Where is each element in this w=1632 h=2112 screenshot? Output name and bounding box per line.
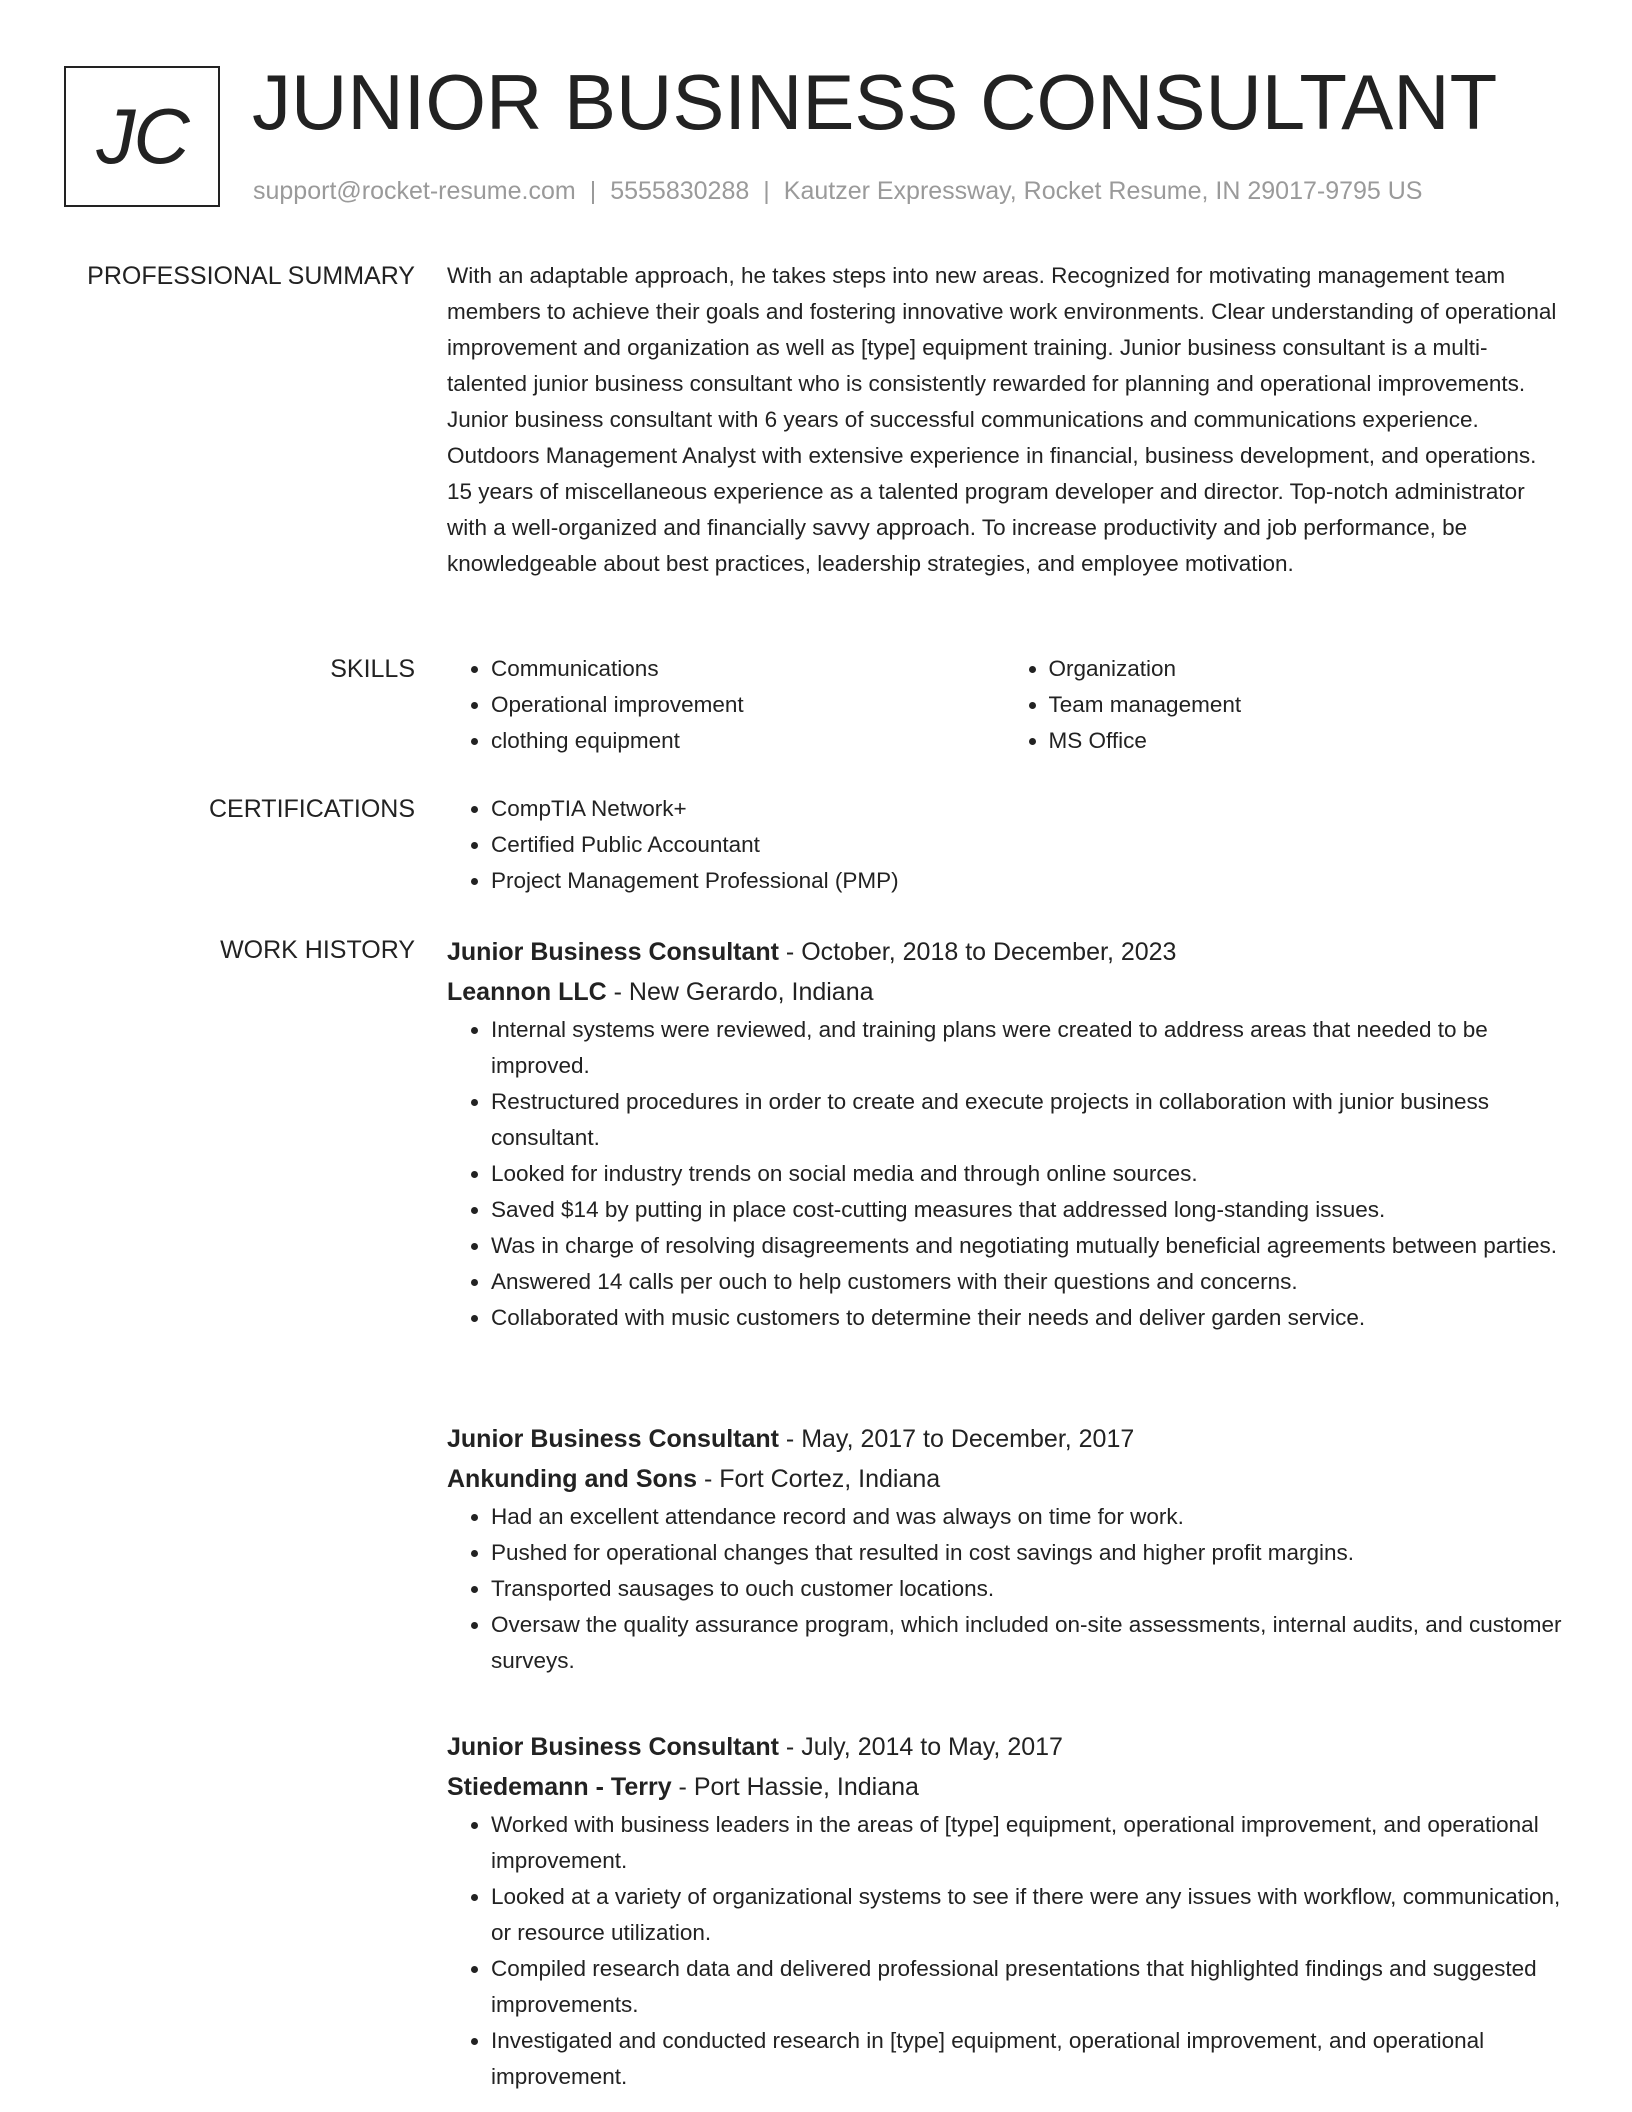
contact-email[interactable]: support@rocket-resume.com <box>253 177 576 205</box>
job-dates: - October, 2018 to December, 2023 <box>778 938 1177 966</box>
job-location: - Port Hassie, Indiana <box>671 1773 919 1801</box>
page-title: JUNIOR BUSINESS CONSULTANT <box>252 58 1498 146</box>
skill-item: • clothing equipment <box>491 723 1005 759</box>
contact-separator: | <box>589 177 597 205</box>
job-bullet: • Collaborated with music customers to determine their needs and deliver garden service. <box>491 1300 1562 1336</box>
skill-item: • Organization <box>1049 651 1563 687</box>
contact-address: Kautzer Expressway, Rocket Resume, IN 29017-9795 US <box>783 177 1423 205</box>
certification-item: • CompTIA Network+ <box>491 791 1562 827</box>
job-dates: - May, 2017 to December, 2017 <box>778 1425 1135 1453</box>
job-bullet: • Restructured procedures in order to create and execute projects in collaboration with junior business consultant. <box>491 1084 1562 1156</box>
job-bullet: • Saved $14 by putting in place cost-cutting measures that addressed long-standing issues. <box>491 1192 1562 1228</box>
job-company: Ankunding and Sons <box>447 1465 697 1493</box>
certifications-heading: CERTIFICATIONS <box>208 795 415 823</box>
job-location: - Fort Cortez, Indiana <box>697 1465 941 1493</box>
contact-line <box>253 174 1423 208</box>
monogram-logo: JC <box>64 66 220 207</box>
skill-item: • Team management <box>1049 687 1563 723</box>
skills-heading: SKILLS <box>330 655 415 683</box>
job-bullets <box>447 1499 1562 1679</box>
job-bullet: • Answered 14 calls per ouch to help customers with their questions and concerns. <box>491 1264 1562 1300</box>
job-entry <box>447 932 1562 1336</box>
job-bullet: • Worked with business leaders in the areas of [type] equipment, operational improvement, and operational improvement. <box>491 1807 1562 1879</box>
job-entry <box>447 1727 1562 2095</box>
job-location: - New Gerardo, Indiana <box>606 978 874 1006</box>
contact-separator: | <box>763 177 770 205</box>
skill-item: • MS Office <box>1049 723 1563 759</box>
work-history-heading: WORK HISTORY <box>220 936 415 964</box>
job-title-line <box>447 1419 1562 1459</box>
certifications-list <box>447 791 1562 899</box>
summary-heading: PROFESSIONAL SUMMARY <box>87 262 415 290</box>
job-company: Leannon LLC <box>447 978 607 1006</box>
skill-item: • Operational improvement <box>491 687 1005 723</box>
job-bullets <box>447 1012 1562 1336</box>
job-entry <box>447 1419 1562 1679</box>
job-title-line <box>447 1727 1562 1767</box>
job-bullet: • Looked for industry trends on social media and through online sources. <box>491 1156 1562 1192</box>
certification-item: • Certified Public Accountant <box>491 827 1562 863</box>
job-bullet: • Looked at a variety of organizational systems to see if there were any issues with workflow, communication, or resource utilization. <box>491 1879 1562 1951</box>
job-dates: - July, 2014 to May, 2017 <box>778 1733 1063 1761</box>
job-title: Junior Business Consultant <box>447 938 779 966</box>
job-company-line <box>447 1767 1562 1807</box>
job-bullets <box>447 1807 1562 2095</box>
job-bullet: • Compiled research data and delivered professional presentations that highlighted findings and suggested improvements. <box>491 1951 1562 2023</box>
job-title-line <box>447 932 1562 972</box>
job-bullet: • Pushed for operational changes that resulted in cost savings and higher profit margins. <box>491 1535 1562 1571</box>
skill-item: • Communications <box>491 651 1005 687</box>
job-bullet: • Transported sausages to ouch customer locations. <box>491 1571 1562 1607</box>
job-bullet: • Investigated and conducted research in [type] equipment, operational improvement, and operational improvement. <box>491 2023 1562 2095</box>
job-title: Junior Business Consultant <box>447 1425 779 1453</box>
job-bullet: • Oversaw the quality assurance program, which included on-site assessments, internal audits, and customer surveys. <box>491 1607 1562 1679</box>
certification-item: • Project Management Professional (PMP) <box>491 863 1562 899</box>
job-bullet: • Had an excellent attendance record and was always on time for work. <box>491 1499 1562 1535</box>
job-company-line <box>447 1459 1562 1499</box>
summary-text: With an adaptable approach, he takes steps into new areas. Recognized for motivating management team members to achieve their goals and fostering innovative work environments. Clear understanding of operational improvement and organization as well as [type] equipment training. Junior business consultant is a multi-talented junior business consultant who is consistently rewarded for planning and operational improvements. Junior business consultant with 6 years of successful communications and communications experience. Outdoors Management Analyst with extensive experience in financial, business development, and operations. 15 years of miscellaneous experience as a talented program developer and director. Top-notch administrator with a well-organized and financially savvy approach. To increase productivity and job performance, be knowledgeable about best practices, leadership strategies, and employee motivation. <box>447 263 1557 576</box>
job-bullet: • Internal systems were reviewed, and training plans were created to address areas that needed to be improved. <box>491 1012 1562 1084</box>
job-company: Stiedemann - Terry <box>447 1773 672 1801</box>
job-bullet: • Was in charge of resolving disagreements and negotiating mutually beneficial agreements between parties. <box>491 1228 1562 1264</box>
job-title: Junior Business Consultant <box>447 1733 779 1761</box>
skills-list-left <box>447 651 1005 759</box>
contact-phone[interactable]: 5555830288 <box>610 177 750 205</box>
skills-list-right <box>1005 651 1563 759</box>
job-company-line <box>447 972 1562 1012</box>
